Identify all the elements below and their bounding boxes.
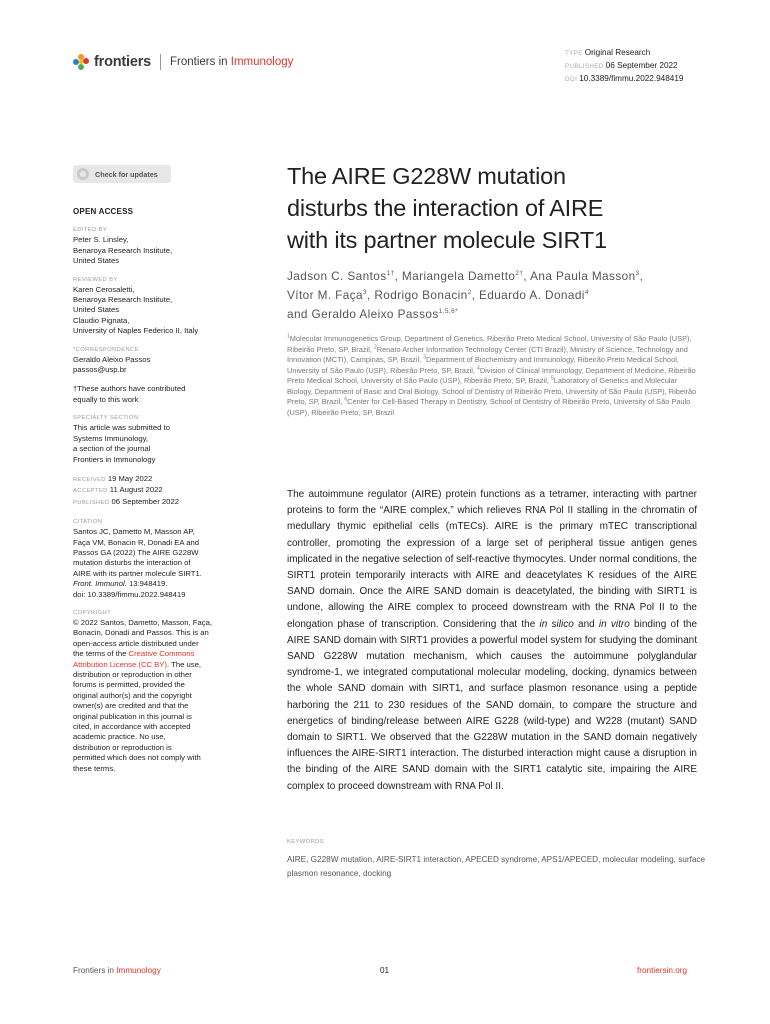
- article-dates: RECEIVED 19 May 2022 ACCEPTED 11 August 2022 PUBLISHED 06 September 2022: [73, 473, 179, 506]
- reviewed-by: REVIEWED BY Karen Cerosaletti, Benaroya Research Institute, United States Claudio Pignata, University of Naples Federico II, Italy: [73, 276, 199, 336]
- edited-by: EDITED BY Peter S. Linsley, Benaroya Research Institute, United States: [73, 227, 173, 266]
- author: Vítor M. Faça: [287, 288, 363, 302]
- author: Rodrigo Bonacin: [374, 288, 468, 302]
- license-link[interactable]: Creative Commons: [128, 649, 195, 659]
- contribution-note: †These authors have contributed equally to this work: [73, 384, 186, 404]
- correspondence: *CORRESPONDENCE Geraldo Aleixo Passos passos@usp.br: [73, 346, 243, 376]
- open-access-label: OPEN ACCESS: [73, 207, 134, 216]
- author: Ana Paula Masson: [530, 269, 636, 283]
- keywords-label: KEYWORDS: [287, 839, 325, 845]
- brand-name: frontiers: [94, 54, 152, 70]
- abstract: The autoimmune regulator (AIRE) protein functions as a tetramer, interacting with partner proteins to form the “AIRE complex,” which relieves RNA Pol II stalling in the chromatin of medullary thymic epithelial cells (mTECs). AIRE is the primary mTEC transcriptional controller, promoting the expression of a large set of peripheral tissue antigen genes implicated in the negative selection of self-reactive thymocytes. Under normal conditions, the SIRT1 protein temporarily interacts with AIRE and deacetylates K residues of the AIRE SAND domain. Once the AIRE SAND domain is deacetylated, the binding with SIRT1 is undone, allowing the AIRE complex to proceed downstream with the RNA Pol II to the elongation phase of transcription. Considering that the in silico and in vitro binding of the AIRE SAND domain with SIRT1 provides a powerful model system for studying the dominant SAND G228W mutation mechanism, which causes the autoimmune polyglandular syndrome-1, we integrated computational molecular modeling, docking, dynamics between the whole SAND domain with SIRT1, and surface plasmon resonance using a peptide harboring the 211 to 230 residues of the SAND domain, to compare the structure and energetics of binding/release between AIRE G228 (wild-type) and W228 (mutant) SAND domain to SIRT1. We observed that the G228W mutation in the SAND domain negatively influences the AIRE-SIRT1 interaction. The disturbed interaction might cause a disruption in the binding of the AIRE SAND domain with the SIRT1 catalytic site, impairing the AIRE complex to proceed downstream with RNA Pol II.: [287, 489, 698, 792]
- check-for-updates-button[interactable]: [73, 165, 171, 183]
- journal-logo[interactable]: [73, 52, 293, 72]
- footer-site-link[interactable]: frontiersin.org: [637, 966, 688, 975]
- author: Jadson C. Santos: [287, 269, 387, 283]
- frontiers-logo-icon: [73, 54, 90, 71]
- page-number: 01: [380, 966, 390, 975]
- meta-doi[interactable]: DOI 10.3389/fimmu.2022.948419: [565, 74, 684, 83]
- author-list: Jadson C. Santos$^{1\dagger}$, Mariangela Dametto$^{2\dagger}$, Ana Paula Masson$^3$, Vítor M. Faça$^3$, Rodrigo Bonacin$^2$, Eduardo A. Donadi$^4$ and Geraldo Aleixo Passos$^{1,5,6*}$: [287, 269, 644, 321]
- citation-doi[interactable]: doi: 10.3389/fimmu.2022.948419: [73, 589, 186, 599]
- keywords: AIRE, G228W mutation, AIRE-SIRT1 interaction, APECED syndrome, APS1/APECED, molecular modeling, surface plasmon resonance, docking: [287, 855, 706, 878]
- specialty-section: SPECIALTY SECTION This article was submitted to Systems Immunology, a section of the journal Frontiers in Immunology: [73, 415, 170, 464]
- footer-journal[interactable]: Frontiers in Immunology: [73, 966, 161, 975]
- author: and Geraldo Aleixo Passos: [287, 307, 439, 321]
- sidebar: [73, 207, 243, 783]
- meta-published: PUBLISHED 06 September 2022: [565, 61, 678, 70]
- correspondence-email[interactable]: passos@usp.br: [73, 365, 127, 375]
- author: Mariangela Dametto: [401, 269, 516, 283]
- journal-name: Frontiers in Immunology: [170, 56, 294, 68]
- update-icon: [77, 168, 89, 180]
- article-title: The AIRE G228W mutation disturbs the interaction of AIRE with its partner molecule SIRT1: [287, 163, 607, 253]
- logo-divider: [160, 54, 161, 70]
- article-meta: [565, 47, 683, 86]
- citation: CITATION Santos JC, Dametto M, Masson AP, Faça VM, Bonacin R, Donadi EA and Passos GA (2022) The AIRE G228W mutation disturbs the interaction of AIRE with its partner molecule SIRT1. Front. Immunol. 13:948419. doi: 10.3389/fimmu.2022.948419: [73, 518, 243, 600]
- copyright: COPYRIGHT © 2022 Santos, Dametto, Masson, Faça, Bonacin, Donadi and Passos. This is an open-access article distributed under the terms of the Creative Commons Attribution License (CC BY). The use, distribution or reproduction in other forums is permitted, provided the original author(s) and the copyright owner(s) are credited and that the original publication in this journal is cited, in accordance with accepted academic practice. No use, distribution or reproduction is permitted which does not comply with these terms.: [73, 609, 212, 773]
- license-link-cont[interactable]: Attribution License (CC BY): [73, 659, 167, 669]
- author: Eduardo A. Donadi: [478, 288, 585, 302]
- meta-type: TYPE Original Research: [565, 48, 651, 57]
- check-updates-label: Check for updates: [95, 169, 158, 179]
- affiliations: $^1$Molecular Immunogenetics Group, Department of Genetics, Ribeirão Preto Medical School, University of São Paulo (USP), Ribeirão Preto, SP, Brazil, $^2$Renato Archer Information Technology Center (CTI Brazil), Ministry of Science, Technology and Innovation (MCTI), Campinas, SP, Brazil, $^3$Department of Biochemistry and Immunology, Ribeirão Preto Medical School, University of São Paulo (USP), Ribeirão Preto, SP, Brazil, $^4$Division of Clinical Immunology, Department of Medicine, Ribeirão Preto Medical School, University of São Paulo (USP), Ribeirão Preto, SP, Brazil, $^5$Laboratory of Genetics and Molecular Biology, Department of Basic and Oral Biology, School of Dentistry of Ribeirão Preto, University of São Paulo (USP), Ribeirão Preto, SP, Brazil, $^6$Center for Cell-Based Therapy in Dentistry, School of Dentistry of Ribeirão Preto, University of São Paulo (USP), Ribeirão Preto, SP, Brazil: [287, 333, 697, 417]
